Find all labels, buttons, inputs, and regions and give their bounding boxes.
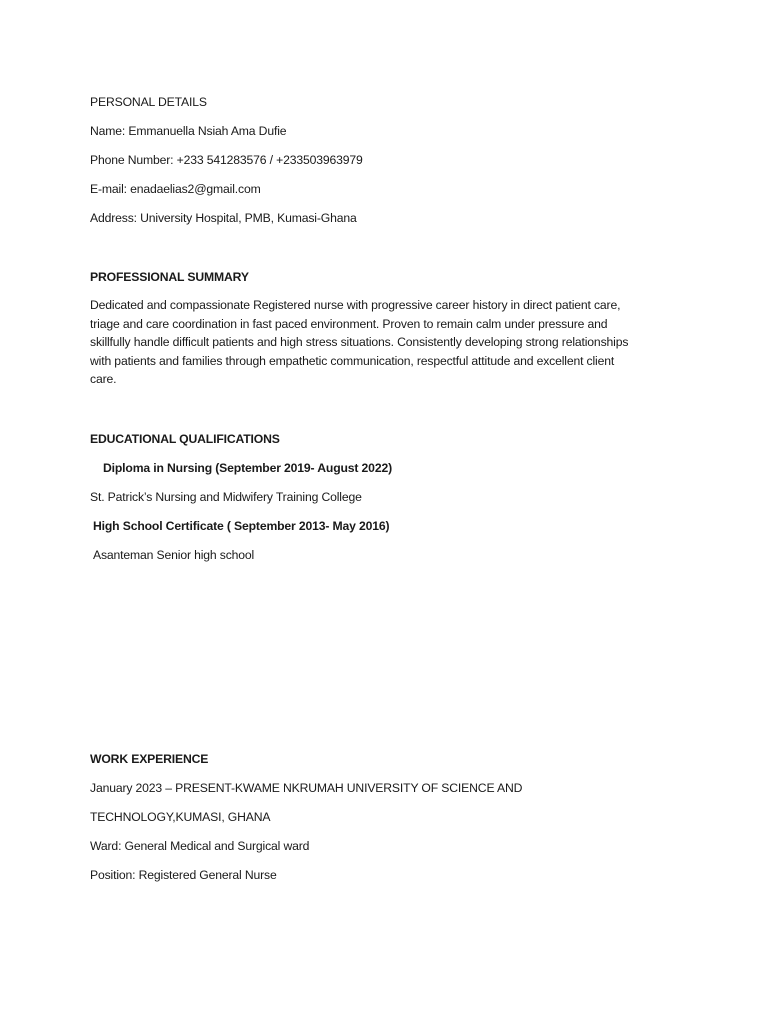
personal-address: Address: University Hospital, PMB, Kumasi-Ghana (90, 211, 357, 225)
education-heading: EDUCATIONAL QUALIFICATIONS (90, 432, 280, 446)
diploma-title: Diploma in Nursing (September 2019- August 2022) (103, 461, 392, 475)
personal-name: Name: Emmanuella Nsiah Ama Dufie (90, 124, 287, 138)
work-position: Position: Registered General Nurse (90, 868, 277, 882)
summary-line: with patients and families through empathetic communication, respectful attitude and excellent client (90, 353, 615, 368)
high-school-title: High School Certificate ( September 2013- May 2016) (93, 519, 390, 533)
work-ward: Ward: General Medical and Surgical ward (90, 839, 310, 853)
professional-summary-heading: PROFESSIONAL SUMMARY (90, 270, 249, 284)
summary-line: triage and care coordination in fast paced environment. Proven to remain calm under pressure and (90, 316, 608, 331)
summary-line: skillfully handle difficult patients and high stress situations. Consistently developing strong relationships (90, 335, 629, 350)
summary-line: Dedicated and compassionate Registered nurse with progressive career history in direct patient care, (90, 298, 621, 312)
professional-summary-text (90, 296, 680, 389)
personal-phone: Phone Number: +233 541283576 / +233503963979 (90, 153, 363, 167)
high-school-name: Asanteman Senior high school (93, 548, 255, 562)
personal-details-heading: PERSONAL DETAILS (90, 95, 207, 109)
work-experience-heading: WORK EXPERIENCE (90, 752, 209, 766)
personal-email: E-mail: enadaelias2@gmail.com (90, 182, 261, 196)
employer-line-1: January 2023 – PRESENT-KWAME NKRUMAH UNIVERSITY OF SCIENCE AND (90, 781, 523, 795)
summary-line: care. (90, 372, 117, 387)
employer-line-2: TECHNOLOGY,KUMASI, GHANA (90, 810, 271, 824)
diploma-school: St. Patrick’s Nursing and Midwifery Training College (90, 490, 362, 504)
